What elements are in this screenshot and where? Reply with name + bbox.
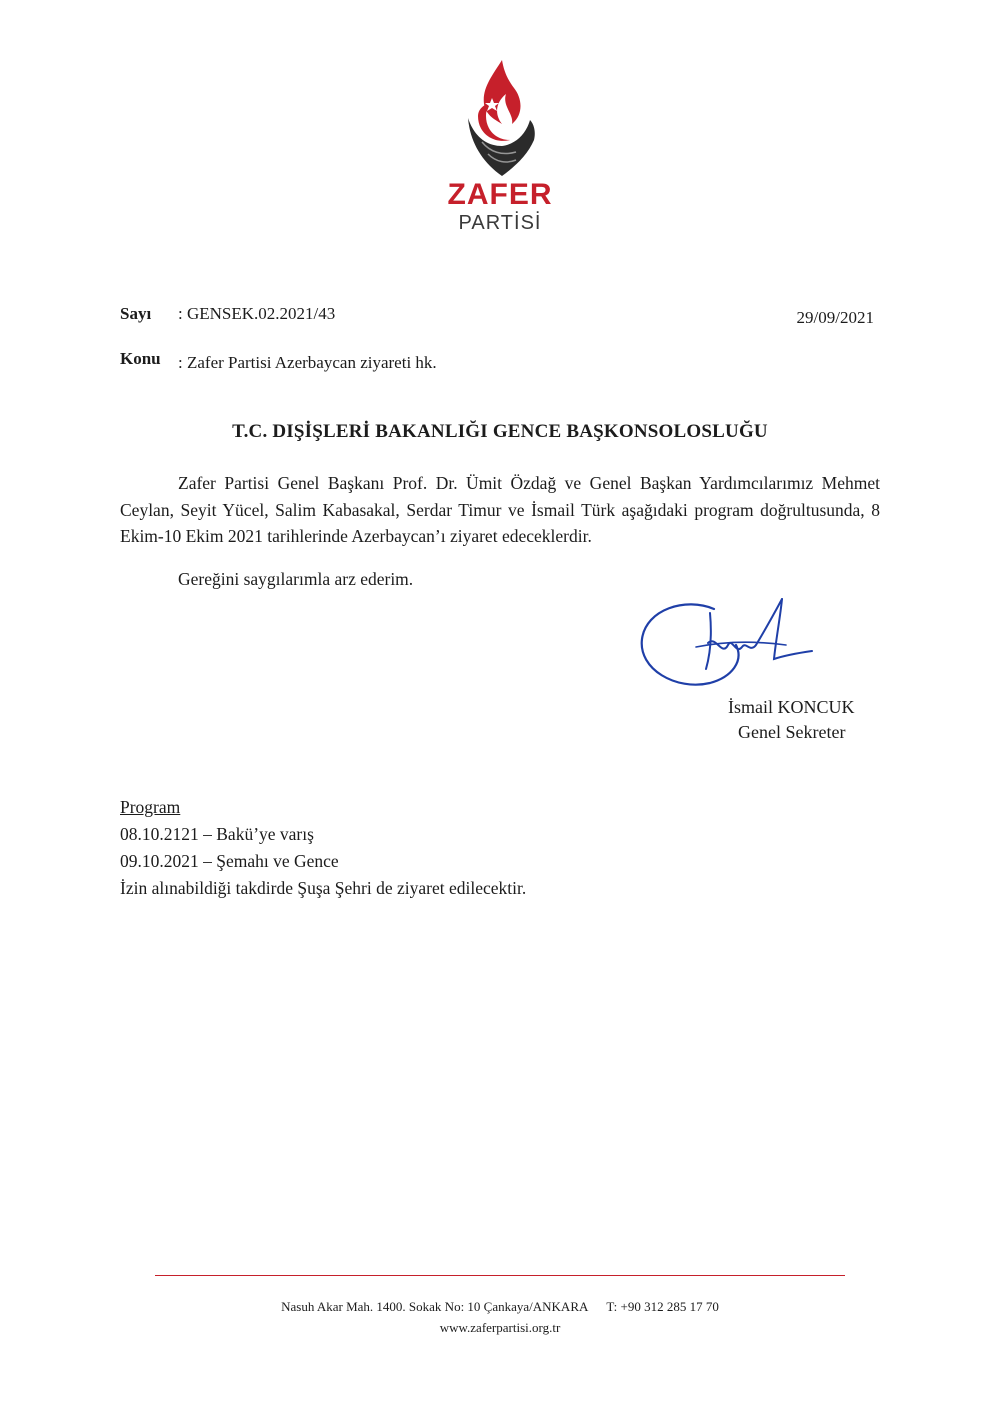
reference-label: Sayı [120,304,152,323]
program-title: Program [120,797,181,817]
subject-text: : Zafer Partisi Azerbaycan ziyareti hk. [178,353,437,372]
document-date: 29/09/2021 [796,308,874,327]
program-section [120,794,526,902]
logo-name: ZAFER [447,178,553,211]
reference-number: : GENSEK.02.2021/43 [178,304,336,323]
footer-address: Nasuh Akar Mah. 1400. Sokak No: 10 Çankaya/ANKARA [281,1299,589,1314]
signature-mark [636,595,816,695]
program-note: İzin alınabildiği takdirde Şuşa Şehri de ziyaret edilecektir. [120,878,527,898]
body-paragraph: Zafer Partisi Genel Başkanı Prof. Dr. Ümit Özdağ ve Genel Başkan Yardımcılarımız Mehmet Ceylan, Seyit Yücel, Salim Kabasakal, Serdar Timur ve İsmail Türk aşağıdaki program doğrultusunda, 8 Ekim-10 Ekim 2021 tarihlerinde Azerbaycan’ı ziyaret edeceklerdir. [120,473,880,546]
program-item: 08.10.2121 – Bakü’ye varış [120,824,314,844]
closing-line: Gereğini saygılarımla arz ederim. [178,569,414,589]
footer-address-line [0,1299,1000,1315]
recipient-heading: T.C. DIŞİŞLERİ BAKANLIĞI GENCE BAŞKONSOLOSLUĞU [232,421,768,442]
footer-website: www.zaferpartisi.org.tr [439,1320,561,1335]
signer-title: Genel Sekreter [738,722,846,742]
program-item: 09.10.2021 – Şemahı ve Gence [120,851,339,871]
subject-label: Konu [120,349,161,368]
party-logo-icon [462,58,540,178]
footer-divider [155,1275,845,1276]
signer-name: İsmail KONCUK [728,697,855,717]
logo-subtitle: PARTİSİ [458,212,542,234]
footer-phone: T: +90 312 285 17 70 [606,1299,719,1314]
